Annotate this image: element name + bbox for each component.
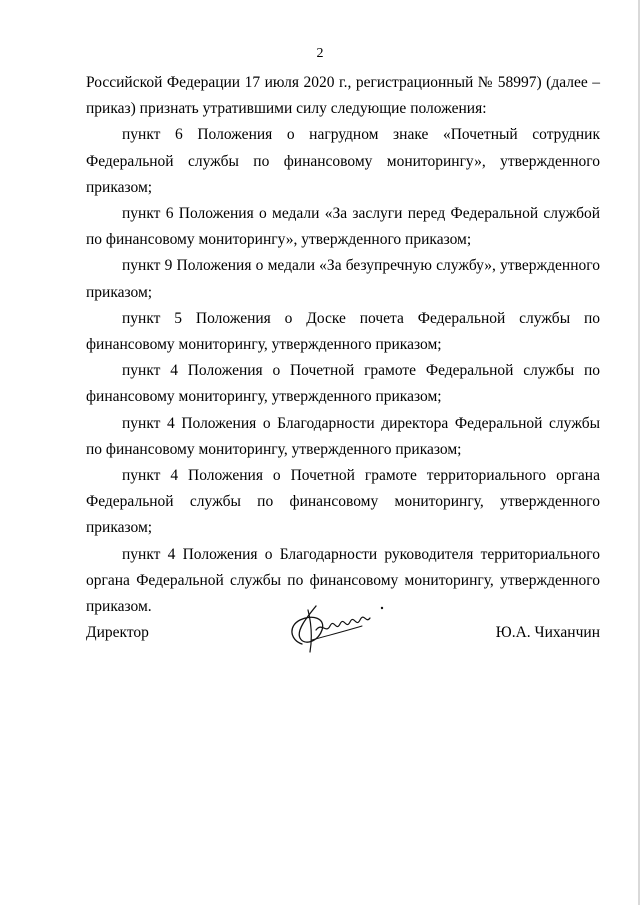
paragraph-item: пункт 6 Положения о медали «За заслуги перед Федеральной службой по финансовому мониторингу», утвержденного приказом; (86, 205, 600, 249)
paragraph-item: пункт 5 Положения о Доске почета Федеральной службы по финансовому мониторингу, утвержденного приказом; (86, 309, 600, 354)
signature-block (86, 612, 600, 672)
signatory-title: Директор (86, 624, 149, 641)
paragraph-item: пункт 4 Положения о Благодарности директора Федеральной службы по финансовому мониторингу, утвержденного приказом; (86, 414, 600, 458)
paragraph-item: пункт 4 Положения о Почетной грамоте территориального органа Федеральной службы по финансовому мониторингу, утвержденного приказом; (86, 467, 600, 537)
handwritten-signature (282, 596, 392, 662)
paragraph-intro: Российской Федерации 17 июля 2020 г., регистрационный № 58997) (далее – приказ) признать утратившими силу следующие положения: (86, 74, 600, 118)
paragraph-item: пункт 4 Положения о Благодарности руководителя территориального органа Федеральной службы по финансовому мониторингу, утвержденного приказом. (86, 545, 600, 616)
paragraph-item: пункт 4 Положения о Почетной грамоте Федеральной службы по финансовому мониторингу, утвержденного приказом; (86, 362, 600, 406)
paragraph-item: пункт 9 Положения о медали «За безупречную службу», утвержденного приказом; (86, 257, 600, 301)
signatory-name: Ю.А. Чиханчин (495, 624, 600, 641)
paragraph-item: пункт 6 Положения о нагрудном знаке «Почетный сотрудник Федеральной службы по финансовому мониторингу», утвержденного приказом; (86, 126, 600, 196)
page-number: 2 (316, 46, 324, 61)
document-body (86, 70, 600, 620)
